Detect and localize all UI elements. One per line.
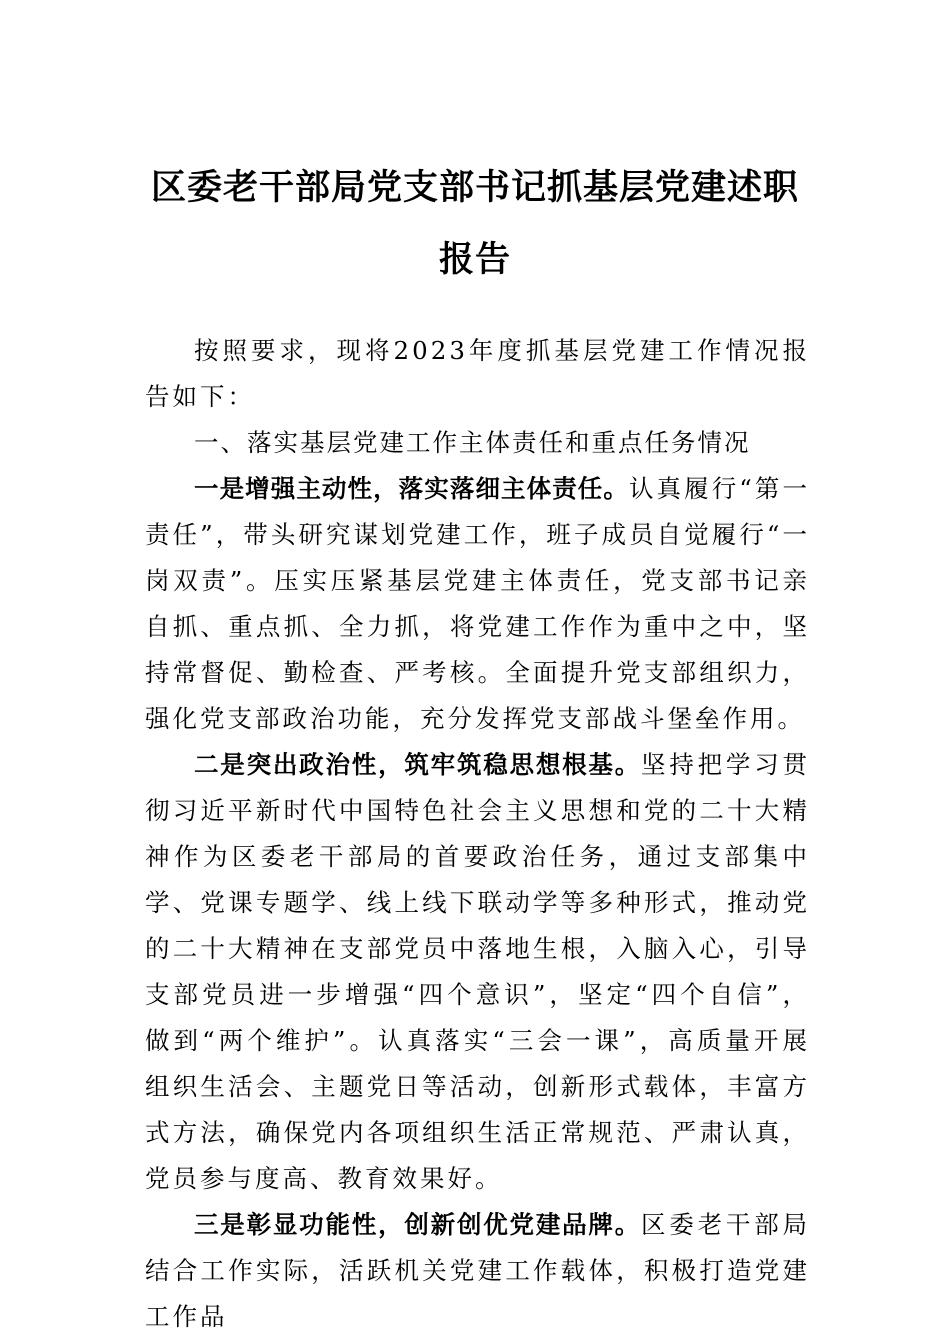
paragraph-text: 认真履行“第一责任”，带头研究谋划党建工作，班子成员自觉履行“一岗双责”。压实压紧基层党建主体责任，党支部书记亲自抓、重点抓、全力抓，将党建工作作为重中之中，坚持常督促、勤检查、严考核。全面提升党支部组织力，强化党支部政治功能，充分发挥党支部战斗堡垒作用。	[145, 474, 811, 733]
paragraph-text: 坚持把学习贯彻习近平新时代中国特色社会主义思想和党的二十大精神作为区委老干部局的首要政治任务，通过支部集中学、党课专题学、线上线下联动学等多种形式，推动党的二十大精神在支部党员中落地生根，入脑入心，引导支部党员进一步增强“四个意识”，坚定“四个自信”，做到“两个维护”。认真落实“三会一课”，高质量开展组织生活会、主题党日等活动，创新形式载体，丰富方式方法，确保党内各项组织生活正常规范、严肃认真，党员参与度高、教育效果好。	[145, 750, 811, 1193]
document-title: 区委老干部局党支部书记抓基层党建述职报告	[150, 168, 799, 280]
intro-paragraph: 按照要求，现将2023年度抓基层党建工作情况报告如下：	[145, 336, 810, 411]
document-body	[145, 328, 810, 1340]
paragraph-lead: 一是增强主动性，落实落细主体责任。	[194, 474, 629, 503]
paragraph-lead: 二是突出政治性，筑牢筑稳思想根基。	[194, 750, 642, 779]
paragraph-lead: 三是彰显功能性，创新创优党建品牌。	[194, 1210, 642, 1239]
body-paragraph-2	[145, 742, 810, 1202]
body-paragraph-1	[145, 466, 810, 742]
paragraph-text: 区委老干部局结合工作实际，活跃机关党建工作载体，积极打造党建工作品	[145, 1210, 811, 1331]
body-paragraph-3	[145, 1202, 810, 1340]
section-heading: 一、落实基层党建工作主体责任和重点任务情况	[194, 428, 751, 457]
